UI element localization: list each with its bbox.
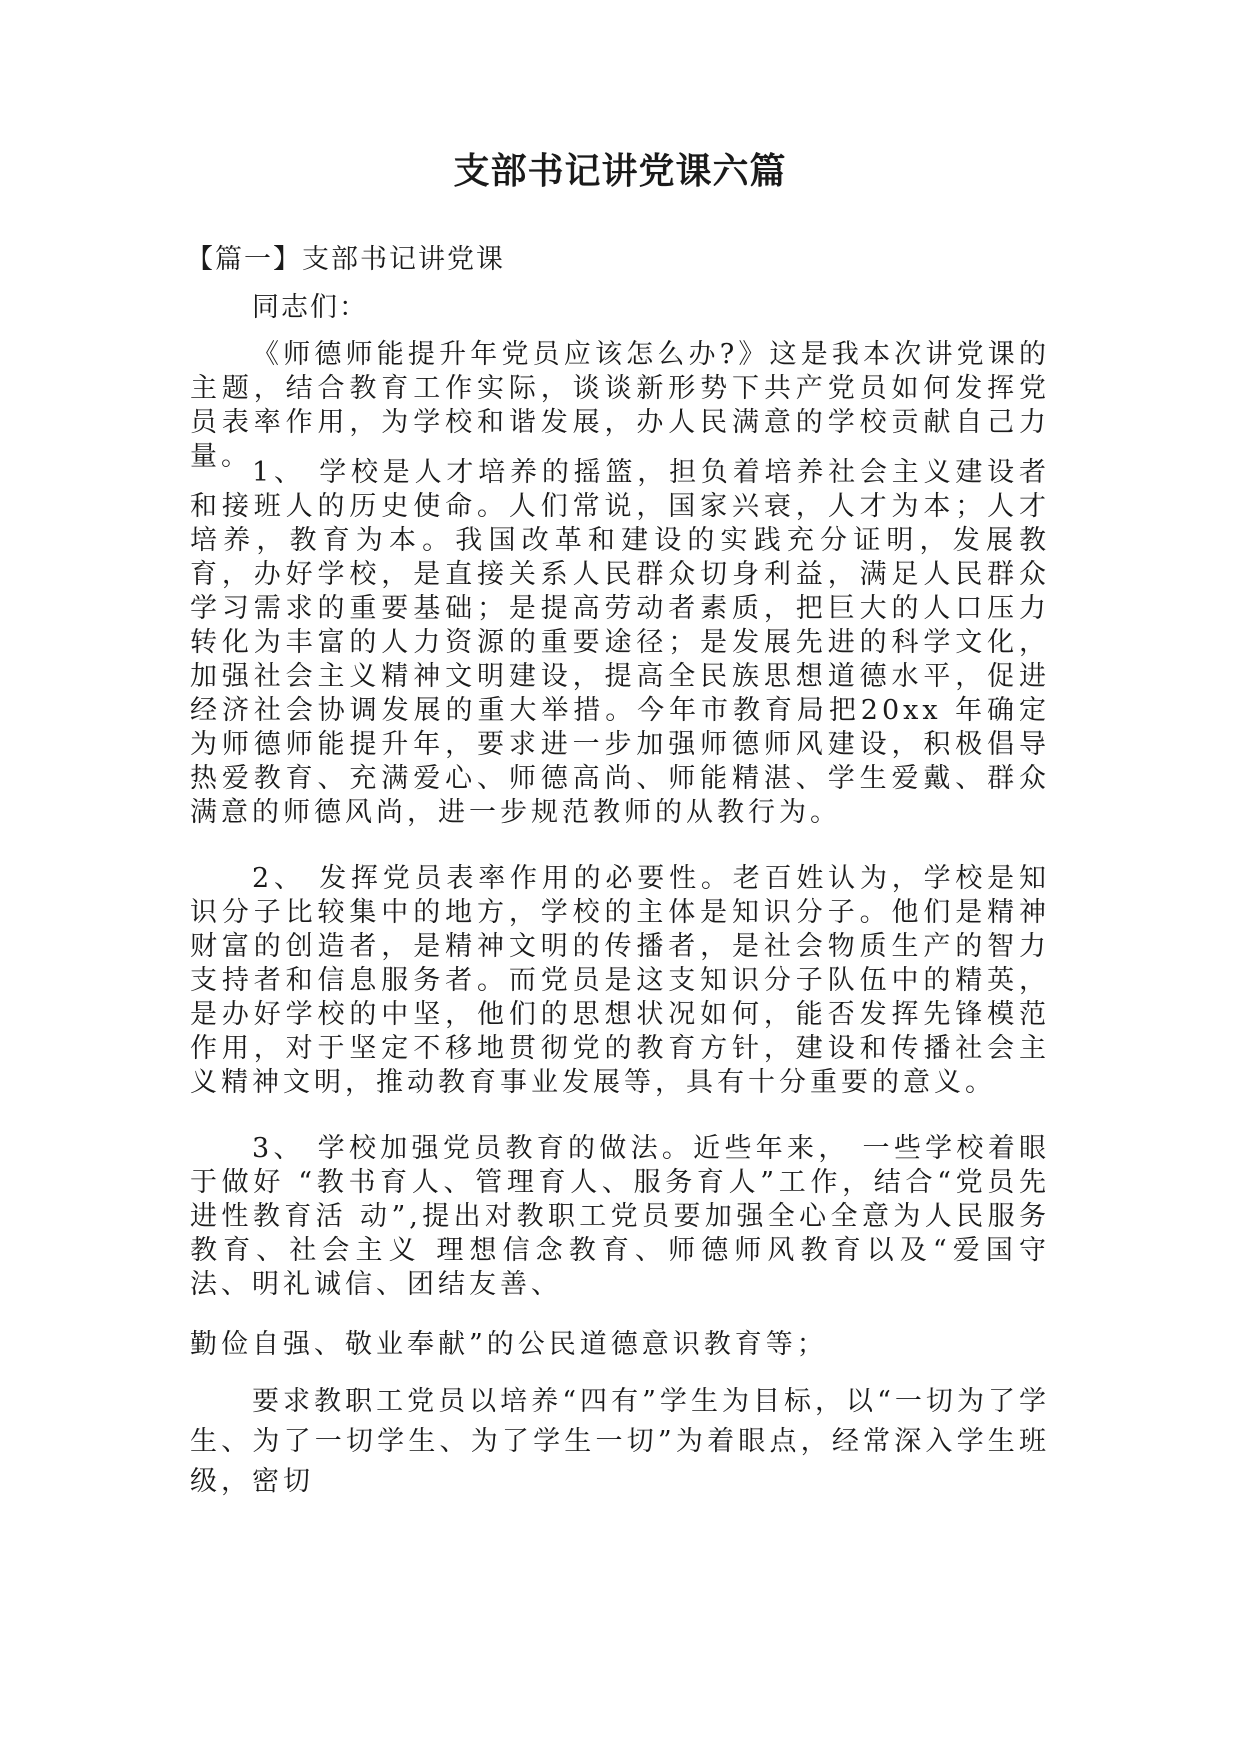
document-title: 支部书记讲党课六篇 <box>453 151 787 192</box>
paragraph-point-2: 2、 发挥党员表率作用的必要性。老百姓认为，学校是知识分子比较集中的地方，学校的主体是知识分子。他们是精神财富的创造者，是精神文明的传播者，是社会物质生产的智力支持者和信息服务者。而党员是这支知识分子队伍中的精英，是办好学校的中坚，他们的思想状况如何，能否发挥先锋模范作用，对于坚定不移地贯彻党的教育方针，建设和传播社会主义精神文明，推动教育事业发展等，具有十分重要的意义。 <box>190 863 1050 1098</box>
paragraph-requirements: 要求教职工党员以培养“四有”学生为目标，以“一切为了学生、为了一切学生、为了学生一切”为着眼点，经常深入学生班级，密切 <box>190 1386 1050 1497</box>
paragraph-point-3-continued: 勤俭自强、敬业奉献”的公民道德意识教育等； <box>190 1329 828 1360</box>
section-heading: 【篇一】支部书记讲党课 <box>186 244 505 275</box>
paragraph-point-1: 1、 学校是人才培养的摇篮，担负着培养社会主义建设者和接班人的历史使命。人们常说，国家兴衰，人才为本；人才培养，教育为本。我国改革和建设的实践充分证明，发展教育，办好学校，是直接关系人民群众切身利益，满足人民群众学习需求的重要基础；是提高劳动者素质，把巨大的人口压力转化为丰富的人力资源的重要途径；是发展先进的科学文化，加强社会主义精神文明建设，提高全民族思想道德水平，促进经济社会协调发展的重大举措。今年市教育局把20xx 年确定为师德师能提升年，要求进一步加强师德师风建设，积极倡导热爱教育、充满爱心、师德高尚、师能精湛、学生爱戴、群众满意的师德风尚，进一步规范教师的从教行为。 <box>190 457 1050 828</box>
greeting: 同志们： <box>252 292 368 323</box>
paragraph-intro: 《师德师能提升年党员应该怎么办?》这是我本次讲党课的主题，结合教育工作实际，谈谈新形势下共产党员如何发挥党员表率作用，为学校和谐发展，办人民满意的学校贡献自己力量。 <box>190 339 1050 472</box>
paragraph-point-3: 3、 学校加强党员教育的做法。近些年来， 一些学校着眼于做好 “教书育人、管理育人、服务育人”工作，结合“党员先进性教育活 动”,提出对教职工党员要加强全心全意为人民服务教育、社会主义 理想信念教育、师德师风教育以及“爱国守法、明礼诚信、团结友善、 <box>190 1133 1050 1300</box>
